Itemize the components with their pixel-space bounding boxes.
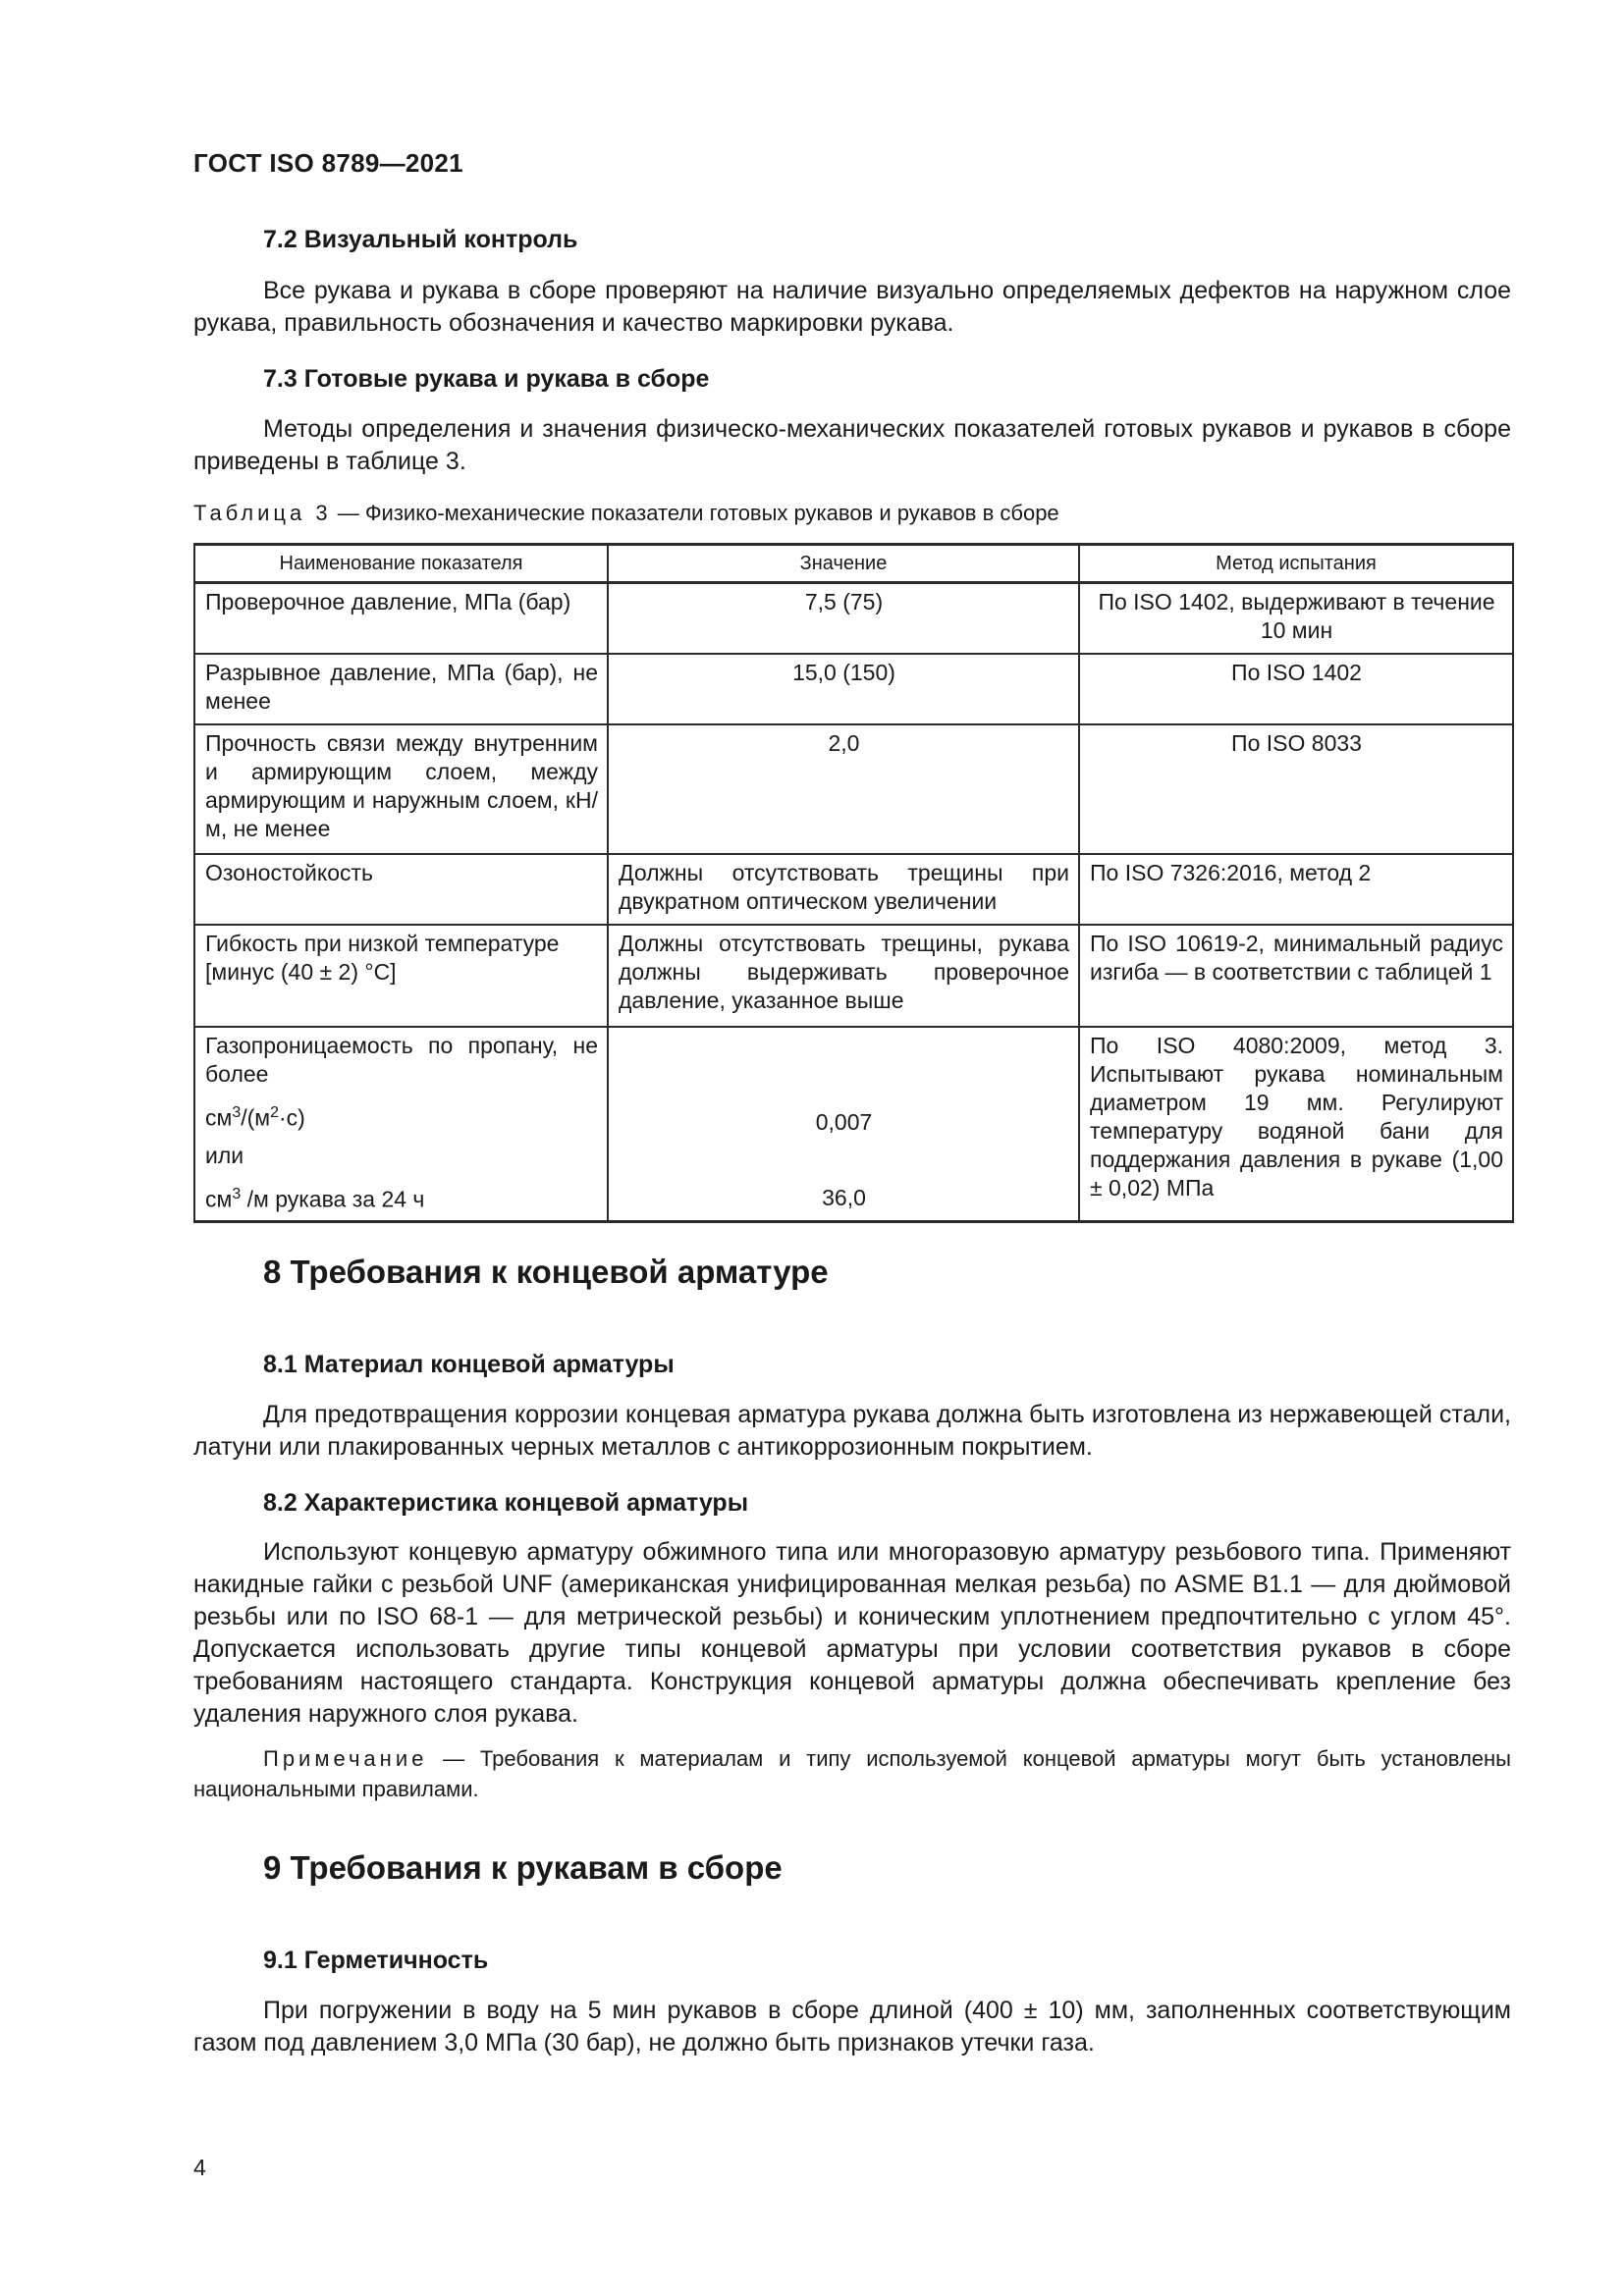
section-9-1-title: 9.1 Герметичность [263, 1947, 489, 1974]
table-row [194, 925, 1513, 1027]
section-8-2-note [193, 1743, 1511, 1804]
gas-unit1-end: ·с) [279, 1104, 305, 1131]
note-label: Примечание [263, 1746, 428, 1771]
gas-value-2: 36,0 [822, 1184, 866, 1210]
gas-name: Газопроницаемость по пропану, не более [205, 1032, 598, 1087]
document-code: ГОСТ ISO 8789—2021 [193, 148, 463, 178]
cell-name: Проверочное давление, МПа (бар) [194, 583, 608, 654]
cell-value: Должны отсутствовать трещины, рукава должны выдерживать проверочное давление, указанное выше [608, 925, 1079, 1027]
section-8-2-text: Используют концевую арматуру обжимного типа или многоразовую арматуру резьбового типа. Применяют накидные гайки с резьбой UNF (американская унифицированная мелкая резьба) по ASME B1.1 — для дюймовой резьбы или по ISO 68-1 — для метрической резьбы) и коническим уплотнением предпочтительно с углом 45°. Допускается использовать другие типы концевой арматуры при условии соответствия рукавов в сборе требованиям настоящего стандарта. Конструкция концевой арматуры должна обеспечивать крепление без удаления наружного слоя рукава. [193, 1538, 1511, 1728]
gas-unit2-end: /м рукава за 24 ч [241, 1186, 425, 1212]
table-header-row [194, 545, 1513, 583]
section-7-2-title: 7.2 Визуальный контроль [263, 226, 578, 253]
table-caption-label: Таблица 3 [193, 501, 332, 525]
table-row-gas [194, 1027, 1513, 1222]
header-value: Значение [608, 545, 1079, 583]
cell-name: Разрывное давление, МПа (бар), не менее [194, 654, 608, 724]
cell-value: Должны отсутствовать трещины при двукратном оптическом увеличении [608, 854, 1079, 925]
table-3 [193, 543, 1514, 1223]
cell-name: Озоностойкость [194, 854, 608, 925]
gas-unit1-sup2: 2 [270, 1103, 279, 1121]
cell-value: 7,5 (75) [608, 583, 1079, 654]
cell-method-gas: По ISO 4080:2009, метод 3. Испытывают рукава номинальным диаметром 19 мм. Регулируют температуру водяной бани для поддержания давления в рукаве (1,00 ± 0,02) МПа [1079, 1027, 1513, 1222]
cell-method: По ISO 8033 [1079, 724, 1513, 854]
cell-value: 15,0 (150) [608, 654, 1079, 724]
cell-value-gas [608, 1027, 1079, 1222]
cell-value: 2,0 [608, 724, 1079, 854]
section-7-2-text: Все рукава и рукава в сборе проверяют на наличие визуально определяемых дефектов на наружном слое рукава, правильность обозначения и качество маркировки рукава. [193, 277, 1511, 337]
gas-unit1-base: см [205, 1104, 233, 1131]
cell-name: Гибкость при низкой температуре [минус (40 ± 2) °С] [194, 925, 608, 1027]
section-9-title: 9 Требования к рукавам в сборе [263, 1849, 783, 1886]
section-7-3-text: Методы определения и значения физическо-механических показателей готовых рукавов и рукавов в сборе приведены в таблице 3. [193, 415, 1511, 475]
table-caption [193, 501, 1059, 526]
gas-unit-1 [205, 1098, 598, 1133]
table-row [194, 854, 1513, 925]
header-name: Наименование показателя [194, 545, 608, 583]
gas-unit2-sup: 3 [232, 1186, 242, 1203]
gas-unit1-mid: /(м [241, 1104, 271, 1131]
gas-or: или [205, 1143, 244, 1169]
page-number: 4 [193, 2155, 206, 2180]
cell-name: Прочность связи между внутренним и армирующим слоем, между армирующим и наружным слоем, кН/м, не менее [194, 724, 608, 854]
table-row [194, 654, 1513, 724]
section-8-2-title: 8.2 Характеристика концевой арматуры [263, 1489, 749, 1517]
header-method: Метод испытания [1079, 545, 1513, 583]
cell-method: По ISO 1402 [1079, 654, 1513, 724]
gas-unit1-sup: 3 [232, 1103, 242, 1121]
cell-name-gas [194, 1027, 608, 1222]
note-text: — Требования к материалам и типу используемой концевой арматуры могут быть установлены национальными правилами. [193, 1746, 1511, 1801]
section-8-1-text: Для предотвращения коррозии концевая арматура рукава должна быть изготовлена из нержавеющей стали, латуни или плакированных черных металлов с антикоррозионным покрытием. [193, 1401, 1511, 1461]
section-8-title: 8 Требования к концевой арматуре [263, 1254, 829, 1290]
table-row [194, 583, 1513, 654]
gas-value-1: 0,007 [815, 1108, 873, 1135]
section-7-3-title: 7.3 Готовые рукава и рукава в сборе [263, 365, 710, 393]
section-9-1-text: При погружении в воду на 5 мин рукавов в сборе длиной (400 ± 10) мм, заполненных соответствующим газом под давлением 3,0 МПа (30 бар), не должно быть признаков утечки газа. [193, 1997, 1511, 2056]
table-row [194, 724, 1513, 854]
cell-method: По ISO 1402, выдерживают в течение 10 мин [1079, 583, 1513, 654]
gas-unit-2 [205, 1180, 598, 1214]
cell-method: По ISO 7326:2016, метод 2 [1079, 854, 1513, 925]
cell-method: По ISO 10619-2, минимальный радиус изгиба — в соответствии с таблицей 1 [1079, 925, 1513, 1027]
section-8-1-title: 8.1 Материал концевой арматуры [263, 1351, 675, 1378]
table-caption-text: — Физико-механические показатели готовых рукавов и рукавов в сборе [331, 501, 1059, 525]
gas-unit2-base: см [205, 1186, 233, 1212]
